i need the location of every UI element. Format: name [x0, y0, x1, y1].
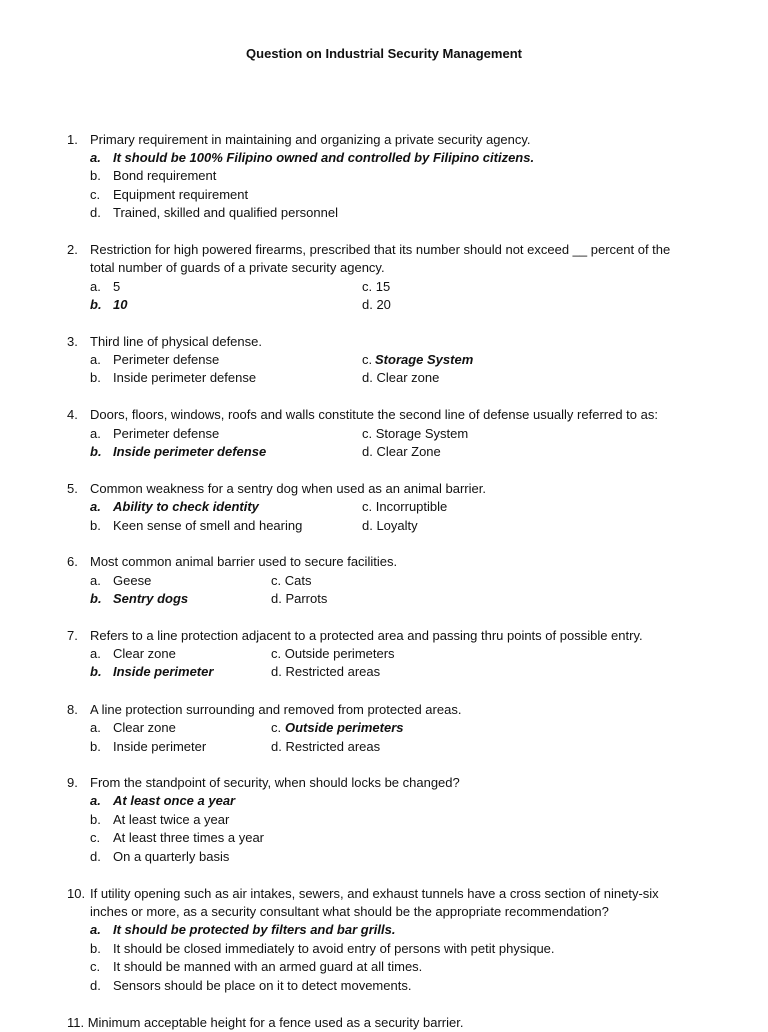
option-a: Perimeter defense: [113, 352, 220, 367]
option-label: c.: [90, 959, 101, 974]
option-c: c. Incorruptible: [362, 499, 448, 514]
option-d: Trained, skilled and qualified personnel: [113, 205, 338, 220]
option-a: Perimeter defense: [113, 426, 220, 441]
option-label: c.: [90, 830, 101, 845]
option-label: a.: [90, 573, 101, 588]
option-label: a.: [90, 352, 101, 367]
question-text: Primary requirement in maintaining and organizing a private security agency.: [90, 132, 531, 147]
option-a: Geese: [113, 573, 152, 588]
option-d: d. Clear zone: [362, 370, 440, 385]
option-d: d. Clear Zone: [362, 444, 441, 459]
question-text: Most common animal barrier used to secure facilities.: [90, 554, 398, 569]
option-d: d. 20: [362, 297, 391, 312]
question-text: Refers to a line protection adjacent to a protected area and passing thru points of possible entry.: [90, 628, 643, 643]
option-a: 5: [113, 279, 121, 294]
option-b: Inside perimeter defense: [113, 370, 257, 385]
option-label: c.: [362, 352, 373, 367]
question-number: 1.: [67, 132, 78, 147]
option-c: c. 15: [362, 279, 391, 294]
option-label: d.: [90, 849, 101, 864]
option-c: c. Storage System: [362, 426, 469, 441]
option-a-answer: It should be 100% Filipino owned and controlled by Filipino citizens.: [113, 150, 535, 165]
option-label: b.: [90, 812, 101, 827]
option-label: d.: [90, 205, 101, 220]
option-label: b.: [90, 739, 101, 754]
option-label: a.: [90, 646, 101, 661]
question-number: 7.: [67, 628, 78, 643]
option-a: Clear zone: [113, 720, 176, 735]
question-text: Common weakness for a sentry dog when used as an animal barrier.: [90, 481, 486, 496]
option-a-answer: It should be protected by filters and bar grills.: [113, 922, 396, 937]
option-c: c. Outside perimeters: [271, 646, 395, 661]
option-d: d. Parrots: [271, 591, 328, 606]
option-c: It should be manned with an armed guard at all times.: [113, 959, 423, 974]
question-number: 2.: [67, 242, 78, 257]
option-label: a.: [90, 793, 101, 808]
option-a-answer: At least once a year: [113, 793, 236, 808]
option-label: a.: [90, 279, 101, 294]
option-d: Sensors should be place on it to detect movements.: [113, 978, 412, 993]
option-b-answer: 10: [113, 297, 128, 312]
option-b: Keen sense of smell and hearing: [113, 518, 303, 533]
option-label: b.: [90, 370, 101, 385]
question-number: 4.: [67, 407, 78, 422]
option-b-answer: Inside perimeter defense: [113, 444, 267, 459]
option-d: d. Restricted areas: [271, 664, 381, 679]
option-label: b.: [90, 297, 102, 312]
question-number: 6.: [67, 554, 78, 569]
option-label: a.: [90, 922, 101, 937]
option-c: c. Cats: [271, 573, 312, 588]
option-c-answer: Storage System: [375, 352, 474, 367]
option-d: d. Loyalty: [362, 518, 418, 533]
document-title: Question on Industrial Security Management: [246, 46, 522, 61]
option-label: b.: [90, 591, 102, 606]
option-label: b.: [90, 168, 101, 183]
option-label: a.: [90, 720, 101, 735]
question-number: 10.: [67, 886, 86, 901]
option-label: d.: [90, 978, 101, 993]
question-number: 8.: [67, 702, 78, 717]
question-text: Third line of physical defense.: [90, 334, 262, 349]
question-text-continued: inches or more, as a security consultant what should be the appropriate recommendation?: [90, 904, 609, 919]
option-label: c.: [90, 187, 101, 202]
option-c: Equipment requirement: [113, 187, 249, 202]
option-d: d. Restricted areas: [271, 739, 381, 754]
option-label: b.: [90, 444, 102, 459]
option-label: a.: [90, 426, 101, 441]
option-label: b.: [90, 518, 101, 533]
question-number: 9.: [67, 775, 78, 790]
option-d: On a quarterly basis: [113, 849, 230, 864]
question-text-continued: total number of guards of a private security agency.: [90, 260, 385, 275]
option-b: Bond requirement: [113, 168, 217, 183]
question-text: If utility opening such as air intakes, sewers, and exhaust tunnels have a cross section of ninety-six: [90, 886, 659, 901]
option-label: a.: [90, 499, 101, 514]
option-b-answer: Inside perimeter: [113, 664, 214, 679]
option-label: b.: [90, 664, 102, 679]
option-a-answer: Ability to check identity: [113, 499, 259, 514]
option-label: b.: [90, 941, 101, 956]
option-label: a.: [90, 150, 101, 165]
question-text: From the standpoint of security, when should locks be changed?: [90, 775, 460, 790]
option-b-answer: Sentry dogs: [113, 591, 189, 606]
option-b: Inside perimeter: [113, 739, 207, 754]
question-text: A line protection surrounding and removed from protected areas.: [90, 702, 462, 717]
option-label: c.: [271, 720, 282, 735]
option-c-answer: Outside perimeters: [285, 720, 404, 735]
option-b: At least twice a year: [113, 812, 230, 827]
option-c: At least three times a year: [113, 830, 265, 845]
question-number: 5.: [67, 481, 78, 496]
question-text: Restriction for high powered firearms, prescribed that its number should not exceed __ percent of the: [90, 242, 671, 257]
option-b: It should be closed immediately to avoid entry of persons with petit physique.: [113, 941, 555, 956]
question-11-cutoff: 11. Minimum acceptable height for a fence used as a security barrier.: [67, 1015, 464, 1030]
option-a: Clear zone: [113, 646, 176, 661]
question-number: 3.: [67, 334, 78, 349]
question-text: Doors, floors, windows, roofs and walls constitute the second line of defense usually referred to as:: [90, 407, 658, 422]
